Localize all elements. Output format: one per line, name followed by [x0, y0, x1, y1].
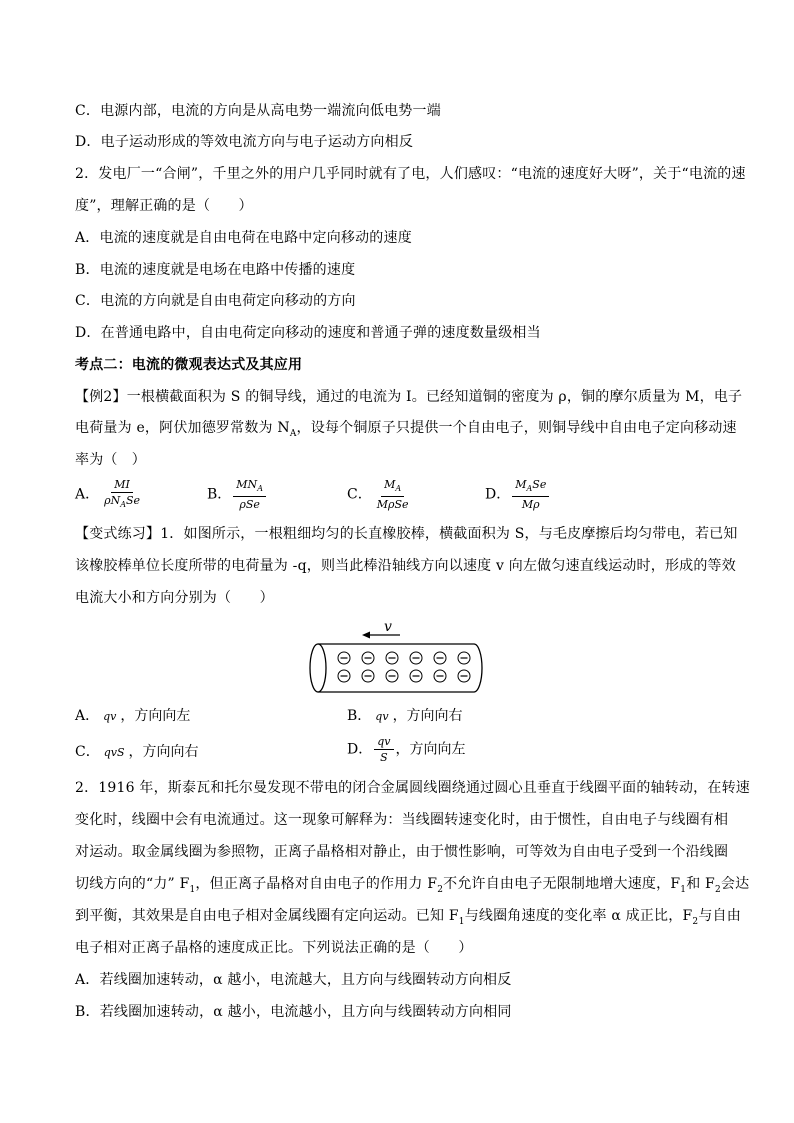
text-line: 变化时，线圈中会有电流通过。这一现象可解释为：当线圈转速变化时，由于惯性，自由电子与线圈有相	[75, 812, 729, 828]
text-line: B．若线圈加速转动，α 越小，电流越小，且方向与线圈转动方向相同	[75, 1004, 512, 1020]
text-line: C．电源内部，电流的方向是从高电势一端流向低电势一端	[75, 103, 441, 119]
text-line: 到平衡，其效果是自由电子相对金属线圈有定向运动。已知 $F_1$与线圈角速度的变化率 α 成正比，$F_2$与自由	[75, 908, 741, 927]
section-heading: 考点二：电流的微观表达式及其应用	[75, 357, 303, 373]
option-b: B． $\frac{MN_A}{\text{ρSe}}$	[207, 478, 268, 511]
subscript: A	[289, 428, 297, 439]
rod-outline	[318, 644, 482, 692]
text-line: 【变式练习】1．如图所示，一根粗细均匀的长直橡胶棒，横截面积为 S，与毛皮摩擦后均匀带电，若已知	[75, 526, 738, 542]
text-line: 切线方向的“力” $F_1$，但正离子晶格对自由电子的作用力 $F_2$不允许自由电子无限制地增大速度，$F_1$和 $F_2$会达	[75, 876, 750, 895]
text-line: 电流大小和方向分别为（ ）	[75, 590, 274, 606]
charges-group	[338, 652, 470, 682]
option-c: C． $\frac{M_A}{\text{MρSe}}$	[347, 478, 409, 512]
text-line: 2．1916 年，斯泰瓦和托尔曼发现不带电的闭合金属圆线圈绕通过圆心且垂直于线圈平面的轴转动，在转速	[75, 780, 750, 796]
text-line: A．若线圈加速转动，α 越小，电流越大，且方向与线圈转动方向相反	[75, 972, 512, 988]
text-line: 【例2】一根横截面积为 S 的铜导线，通过的电流为 I。已经知道铜的密度为 ρ，铜的摩尔质量为 M，电子	[75, 389, 743, 405]
var-option-a: A． qv ，方向向左	[75, 708, 191, 724]
text-line: 对运动。取金属线圈为参照物，正离子晶格相对静止，由于惯性影响，可等效为自由电子受到一个沿线圈	[75, 844, 729, 860]
option-a: A． $\frac{MI}{\rho N_ASe}$	[75, 478, 141, 510]
arrow-head	[362, 632, 370, 639]
rod-end	[310, 644, 326, 692]
text-line: B．电流的速度就是电场在电路中传播的速度	[75, 262, 356, 278]
text-line: 该橡胶棒单位长度所带的电荷量为 -q，则当此棒沿轴线方向以速度 v 向左做匀速直线运动时，形成的等效	[75, 558, 736, 574]
text-line: 电子相对正离子晶格的速度成正比。下列说法正确的是（ ）	[75, 940, 473, 956]
text-line: A．电流的速度就是自由电荷在电路中定向移动的速度	[75, 230, 412, 246]
var-option-c: C． qvS ，方向向右	[75, 744, 199, 760]
option-d: D． $\frac{M_ASe}{M\rho}$	[485, 478, 551, 511]
text-line: 率为（ ）	[75, 452, 146, 468]
velocity-label: v	[384, 619, 392, 635]
text-line: 电荷量为 e，阿伏加德罗常数为 $N_A$，设每个铜原子只提供一个自由电子，则铜导线中自由电子定向移动速	[75, 420, 737, 439]
var-option-d: D． $\frac{qv}{S}$ ，方向向左	[347, 735, 466, 764]
text-line: 度”，理解正确的是（ ）	[75, 198, 253, 214]
var-option-b: B． qv ，方向向右	[347, 708, 463, 724]
text-line: 2．发电厂一“合闸”，千里之外的用户几乎同时就有了电，人们感叹：“电流的速度好大呀”，关于“电流的速	[75, 166, 746, 182]
text-line: D．在普通电路中，自由电荷定向移动的速度和普通子弹的速度数量级相当	[75, 325, 541, 341]
text-line: C．电流的方向就是自由电荷定向移动的方向	[75, 293, 356, 309]
text-line: D．电子运动形成的等效电流方向与电子运动方向相反	[75, 134, 414, 150]
rubber-rod-figure	[304, 618, 488, 698]
